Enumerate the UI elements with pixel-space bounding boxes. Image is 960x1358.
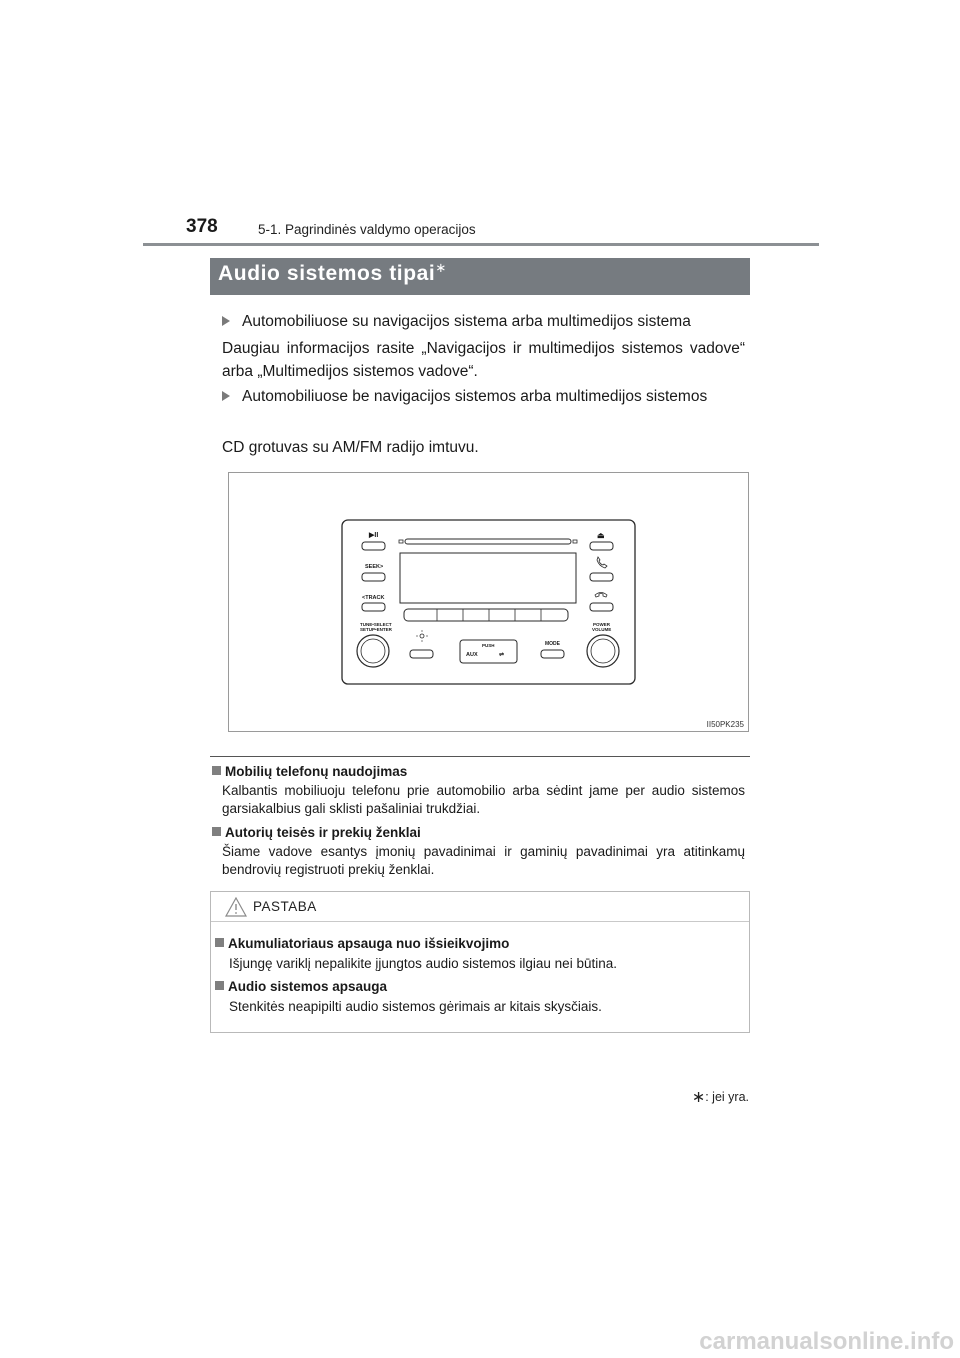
warning-triangle-icon [225, 897, 247, 917]
eject-label: ⏏ [597, 531, 605, 540]
footnote-marker: ∗ [691, 1089, 706, 1106]
tune-select-label-2: SETUP•ENTER [360, 627, 392, 632]
bullet-text: Automobiliuose be navigacijos sistemos arba multimedijos sistemos [242, 388, 708, 405]
usb-icon: ⇌ [499, 652, 505, 658]
watermark: carmanualsonline.info [699, 1328, 954, 1355]
display-screen [400, 553, 576, 603]
paragraph: CD grotuvas su AM/FM radijo imtuvu. [222, 439, 479, 456]
hangup-button [590, 603, 613, 611]
tune-select-knob [357, 635, 389, 667]
play-pause-button [362, 542, 385, 550]
caution-label: PASTABA [253, 899, 317, 914]
track-label: <TRACK [362, 595, 385, 601]
audio-unit-figure [228, 472, 749, 732]
notes-divider [210, 756, 750, 757]
section-title: 5-1. Pagrindinės valdymo operacijos [258, 222, 476, 237]
preset-buttons [404, 609, 568, 621]
audio-unit-illustration [229, 473, 748, 731]
power-label-2: VOLUME [592, 627, 612, 632]
triangle-bullet-icon [222, 316, 230, 326]
caution-divider [211, 921, 749, 922]
note-trademarks [212, 825, 745, 879]
caution-item [215, 936, 617, 971]
play-pause-label: ▶II [369, 532, 379, 539]
caution-heading: Akumuliatoriaus apsauga nuo išsieikvojimo [215, 936, 617, 951]
square-bullet-icon [212, 827, 221, 836]
mode-label: MODE [545, 641, 560, 647]
tune-select-label-1: TUNE•SELECT [360, 622, 392, 627]
header-rule [143, 243, 819, 246]
eject-button [590, 542, 613, 550]
caution-box [210, 891, 750, 1033]
bullet-item [222, 310, 746, 334]
seek-button [362, 573, 385, 581]
paragraph: Daugiau informacijos rasite „Navigacijos ir multimedijos sistemos vadove“ arba „Multimedijos sistemos vadove“. [222, 340, 745, 380]
caution-heading: Audio sistemos apsauga [215, 979, 602, 994]
note-heading: Autorių teisės ir prekių ženklai [212, 825, 745, 840]
triangle-bullet-icon [222, 391, 230, 401]
phone-button [590, 573, 613, 581]
page-number: 378 [186, 216, 218, 237]
hangup-icon [595, 593, 607, 598]
square-bullet-icon [212, 766, 221, 775]
footnote-text: : jei yra. [705, 1090, 749, 1104]
note-text: Kalbantis mobiliuoju telefonu prie automobilio arba sėdint jame per audio sistemos garsiakalbius gali sklisti pašaliniai trukdžiai. [222, 783, 745, 816]
caution-text: Išjungę variklį nepalikite įjungtos audio sistemos ilgiau nei būtina. [229, 956, 617, 971]
figure-code: II50PK235 [706, 720, 744, 729]
power-volume-knob [587, 635, 619, 667]
note-text: Šiame vadove esantys įmonių pavadinimai ir gaminių pavadinimai yra atitinkamų bendrovių registruoti prekių ženklai. [222, 844, 745, 877]
square-bullet-icon [215, 938, 224, 947]
track-button [362, 603, 385, 611]
phone-icon [597, 557, 607, 568]
power-label-1: POWER [593, 622, 611, 627]
seek-label: SEEK> [365, 564, 384, 570]
bullet-text: Automobiliuose su navigacijos sistema arba multimedijos sistema [242, 313, 691, 330]
push-label: PUSH [482, 643, 495, 648]
note-heading: Mobilių telefonų naudojimas [212, 764, 745, 779]
cd-slot [405, 539, 571, 544]
caution-text: Stenkitės neapipilti audio sistemos gėrimais ar kitais skysčiais. [229, 999, 602, 1014]
square-bullet-icon [215, 981, 224, 990]
caution-item [215, 979, 602, 1014]
page-title-bar [210, 258, 750, 295]
aux-label: AUX [466, 652, 478, 658]
bullet-item [222, 385, 746, 433]
note-mobile-phones [212, 764, 745, 818]
title-footnote-marker: ∗ [435, 260, 447, 275]
mode-button [541, 650, 564, 658]
light-button [410, 650, 433, 658]
page-title: Audio sistemos tipai [218, 262, 436, 285]
footnote [692, 1087, 749, 1107]
